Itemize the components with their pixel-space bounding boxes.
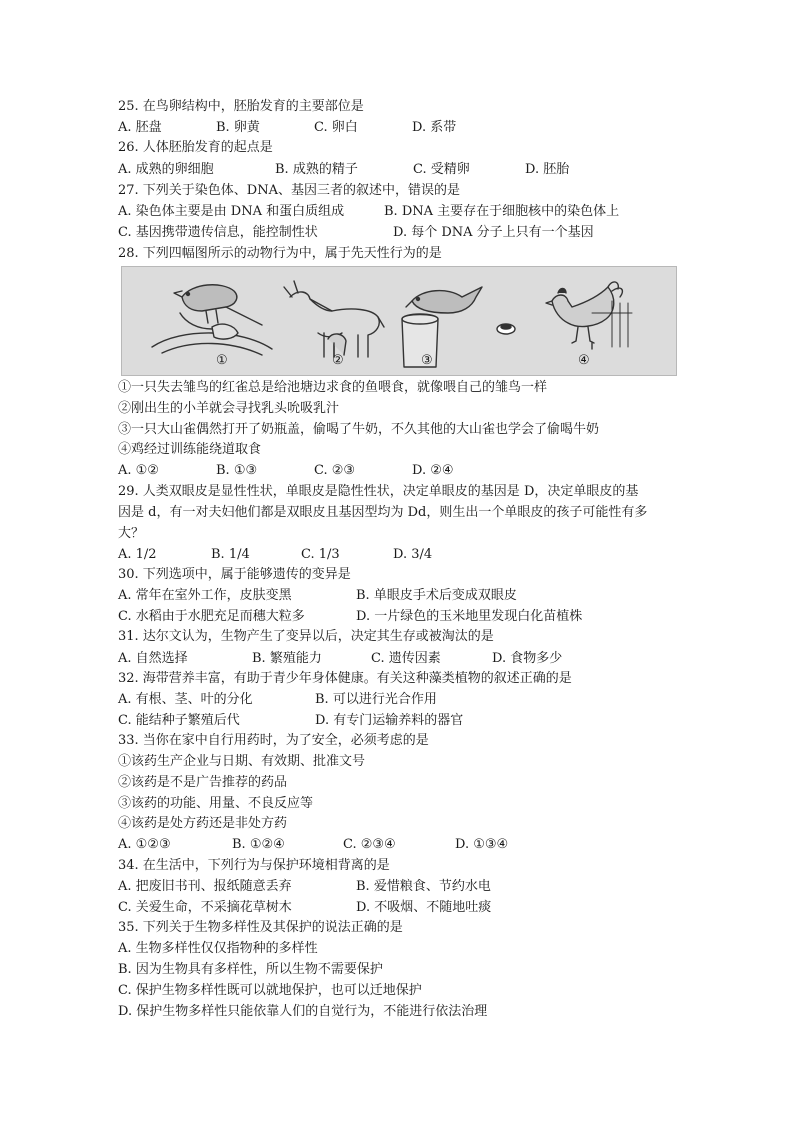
q34-options-row2 (118, 899, 678, 917)
q29-stem-line2: 因是 d，有一对夫妇他们都是双眼皮且基因型均为 Dd，则生出一个单眼皮的孩子可能性有多 (118, 505, 648, 520)
figure-label-4: ④ (578, 353, 590, 368)
figure-label-3: ③ (421, 353, 433, 368)
q33-statement-1: ①该药生产企业与日期、有效期、批准文号 (118, 754, 366, 769)
q34-options-row1 (118, 878, 678, 896)
q28-option-b: B. ①③ (216, 463, 258, 478)
q33-statement-3: ③该药的功能、用量、不良反应等 (118, 796, 314, 811)
q34-option-a: A. 把废旧书刊、报纸随意丢弃 (118, 879, 292, 894)
q29-option-c: C. 1/3 (301, 547, 340, 562)
q28-option-d: D. ②④ (412, 463, 454, 478)
q29-stem-line1: 29. 人类双眼皮是显性性状，单眼皮是隐性性状，决定单眼皮的基因是 D，决定单眼皮的基 (118, 484, 639, 499)
q32-option-c: C. 能结种子繁殖后代 (118, 713, 240, 728)
q27-options-row1 (118, 203, 678, 221)
q32-options-row1 (118, 691, 678, 709)
animal-behavior-drawings (122, 267, 676, 375)
q25-option-a: A. 胚盘 (118, 120, 162, 135)
q35-stem: 35. 下列关于生物多样性及其保护的说法正确的是 (118, 920, 403, 935)
q28-statement-3: ③一只大山雀偶然打开了奶瓶盖，偷喝了牛奶，不久其他的大山雀也学会了偷喝牛奶 (118, 422, 600, 437)
q27-option-d: D. 每个 DNA 分子上只有一个基因 (393, 225, 594, 240)
q33-options (118, 836, 678, 854)
q33-stem: 33. 当你在家中自行用药时，为了安全，必须考虑的是 (118, 733, 429, 748)
figure-label-2: ② (332, 353, 344, 368)
q33-statement-2: ②该药是不是广告推荐的药品 (118, 775, 288, 790)
q26-stem: 26. 人体胚胎发育的起点是 (118, 140, 273, 155)
q32-options-row2 (118, 712, 678, 730)
q33-option-c: C. ②③④ (343, 837, 396, 852)
q25-stem: 25. 在鸟卵结构中，胚胎发育的主要部位是 (118, 99, 364, 114)
q28-statement-2: ②刚出生的小羊就会寻找乳头吮吸乳汁 (118, 401, 340, 416)
q27-stem: 27. 下列关于染色体、DNA、基因三者的叙述中，错误的是 (118, 183, 460, 198)
q33-option-a: A. ①②③ (118, 837, 171, 852)
q26-options (118, 161, 678, 179)
q30-option-b: B. 单眼皮手术后变成双眼皮 (356, 588, 517, 603)
q29-options (118, 546, 678, 564)
q26-option-a: A. 成熟的卵细胞 (118, 162, 214, 177)
q33-option-d: D. ①③④ (455, 837, 509, 852)
q31-option-a: A. 自然选择 (118, 651, 188, 666)
q30-option-d: D. 一片绿色的玉米地里发现白化苗植株 (356, 609, 583, 624)
q30-options-row2 (118, 608, 678, 626)
q25-option-c: C. 卵白 (314, 120, 358, 135)
panel-3-bird-on-milk-bottle (402, 287, 515, 367)
q27-options-row2 (118, 224, 678, 242)
figure-label-1: ① (216, 353, 228, 368)
q32-option-a: A. 有根、茎、叶的分化 (118, 692, 253, 707)
q27-option-b: B. DNA 主要存在于细胞核中的染色体上 (384, 204, 620, 219)
q28-statement-1: ①一只失去雏鸟的红雀总是给池塘边求食的鱼喂食，就像喂自己的雏鸟一样 (118, 380, 548, 395)
q35-option-d: D. 保护生物多样性只能依靠人们的自觉行为，不能进行依法治理 (118, 1004, 488, 1019)
q28-option-c: C. ②③ (314, 463, 356, 478)
animal-behavior-figure (121, 266, 677, 376)
q31-option-b: B. 繁殖能力 (252, 651, 322, 666)
q33-statement-4: ④该药是处方药还是非处方药 (118, 816, 288, 831)
q31-options (118, 650, 678, 668)
q27-option-c: C. 基因携带遗传信息，能控制性状 (118, 225, 318, 240)
q27-option-a: A. 染色体主要是由 DNA 和蛋白质组成 (118, 204, 345, 219)
q34-option-d: D. 不吸烟、不随地吐痰 (356, 900, 492, 915)
q31-option-c: C. 遗传因素 (371, 651, 441, 666)
q26-option-d: D. 胚胎 (525, 162, 570, 177)
q35-option-b: B. 因为生物具有多样性，所以生物不需要保护 (118, 962, 383, 977)
q32-option-b: B. 可以进行光合作用 (315, 692, 437, 707)
q32-stem: 32. 海带营养丰富，有助于青少年身体健康。有关这种藻类植物的叙述正确的是 (118, 671, 572, 686)
q28-options (118, 462, 678, 480)
q29-stem-line3: 大？ (118, 526, 145, 541)
q26-option-c: C. 受精卵 (413, 162, 470, 177)
q30-stem: 30. 下列选项中，属于能够遗传的变异是 (118, 567, 351, 582)
panel-2-goat-and-kid (284, 281, 384, 357)
q29-option-b: B. 1/4 (211, 547, 250, 562)
q28-option-a: A. ①② (118, 463, 159, 478)
q35-option-a: A. 生物多样性仅仅指物种的多样性 (118, 941, 318, 956)
q32-option-d: D. 有专门运输养料的器官 (315, 713, 464, 728)
q35-option-c: C. 保护生物多样性既可以就地保护，也可以迁地保护 (118, 983, 422, 998)
q34-option-c: C. 关爱生命，不采摘花草树木 (118, 900, 292, 915)
q28-stem: 28. 下列四幅图所示的动物行为中，属于先天性行为的是 (118, 246, 442, 261)
panel-1-bird-feeding-fish (152, 285, 272, 355)
q31-stem: 31. 达尔文认为，生物产生了变异以后，决定其生存或被淘汰的是 (118, 629, 494, 644)
q30-options-row1 (118, 587, 678, 605)
q30-option-c: C. 水稻由于水肥充足而穗大粒多 (118, 609, 305, 624)
q29-option-d: D. 3/4 (393, 547, 433, 562)
q28-statement-4: ④鸡经过训练能绕道取食 (118, 442, 262, 457)
q25-options (118, 119, 678, 137)
q26-option-b: B. 成熟的精子 (275, 162, 358, 177)
q33-option-b: B. ①②④ (232, 837, 285, 852)
q34-stem: 34. 在生活中，下列行为与保护环境相背离的是 (118, 858, 390, 873)
q29-option-a: A. 1/2 (118, 547, 157, 562)
q30-option-a: A. 常年在室外工作，皮肤变黑 (118, 588, 292, 603)
q25-option-d: D. 系带 (412, 120, 457, 135)
panel-4-rooster-and-fence (546, 282, 632, 349)
q25-option-b: B. 卵黄 (216, 120, 260, 135)
q34-option-b: B. 爱惜粮食、节约水电 (356, 879, 491, 894)
q31-option-d: D. 食物多少 (492, 651, 563, 666)
